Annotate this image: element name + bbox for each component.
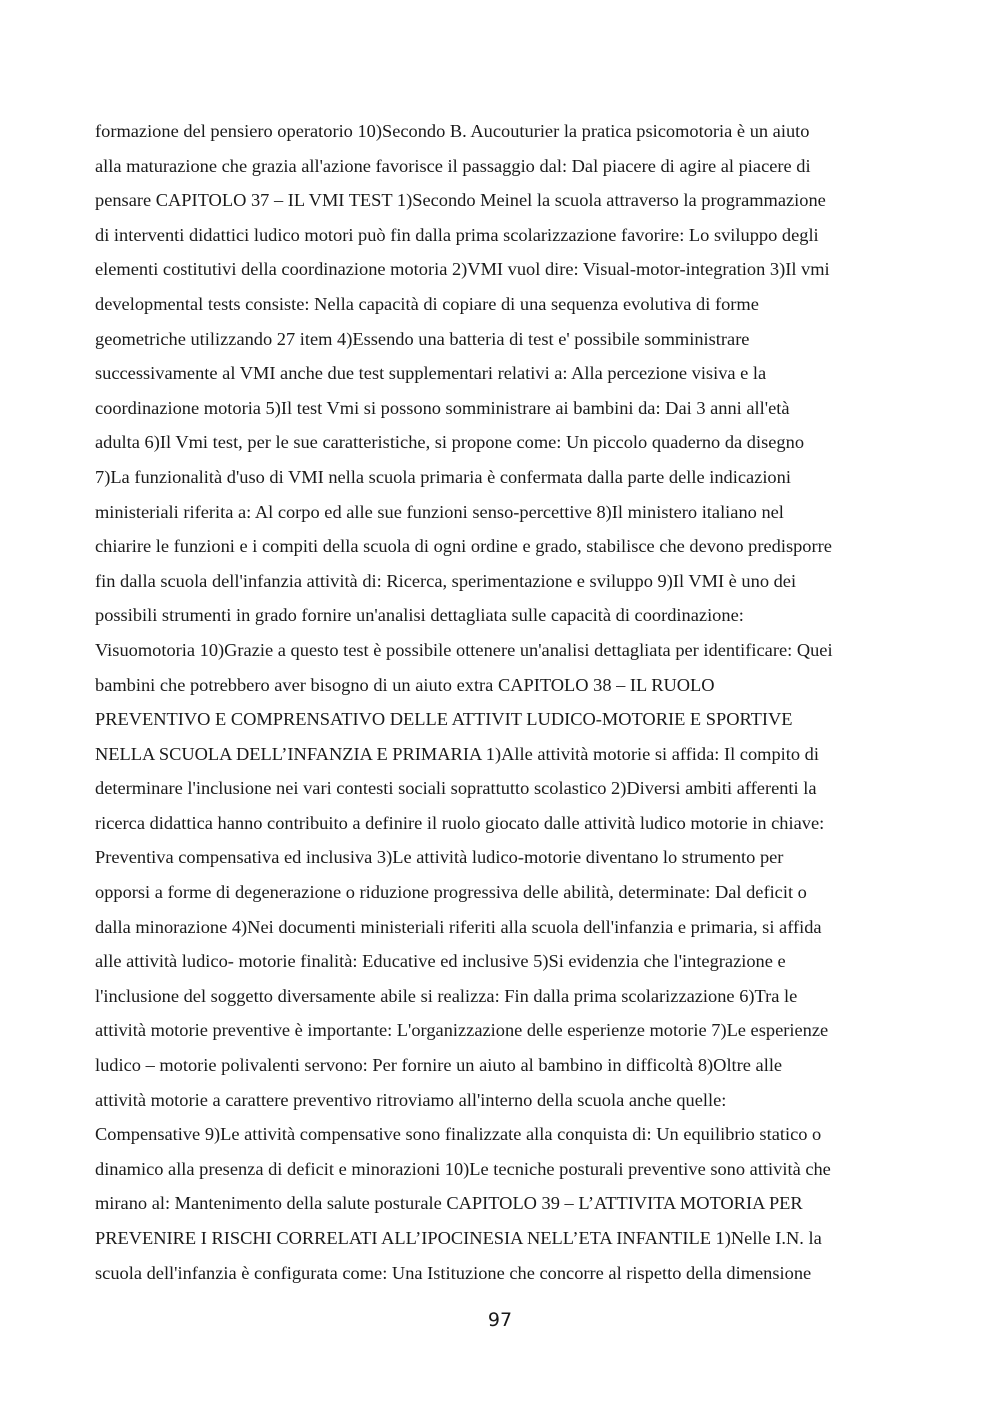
text-line: pensare CAPITOLO 37 – IL VMI TEST 1)Secondo Meinel la scuola attraverso la programmazione — [95, 190, 826, 211]
text-line: dinamico alla presenza di deficit e minorazioni 10)Le tecniche posturali preventive sono attività che — [95, 1158, 831, 1179]
text-line: coordinazione motoria 5)Il test Vmi si possono somministrare ai bambini da: Dai 3 anni all'età — [95, 397, 790, 418]
text-line: fin dalla scuola dell'infanzia attività di: Ricerca, sperimentazione e sviluppo 9)Il VMI è uno dei — [95, 570, 797, 591]
text-line: 7)La funzionalità d'uso di VMI nella scuola primaria è confermata dalla parte delle indicazioni — [95, 466, 791, 487]
text-line: Compensative 9)Le attività compensative sono finalizzate alla conquista di: Un equilibrio statico o — [95, 1124, 822, 1145]
text-line: dalla minorazione 4)Nei documenti ministeriali riferiti alla scuola dell'infanzia e primaria, si affida — [95, 916, 822, 937]
text-line: ludico – motorie polivalenti servono: Per fornire un aiuto al bambino in difficoltà 8)Oltre alle — [95, 1055, 783, 1076]
text-line: geometriche utilizzando 27 item 4)Essendo una batteria di test e' possibile somministrare — [95, 328, 750, 349]
text-line: alla maturazione che grazia all'azione favorisce il passaggio dal: Dal piacere di agire al piacere di — [95, 155, 811, 176]
text-line: determinare l'inclusione nei vari contesti sociali soprattutto scolastico 2)Diversi ambiti afferenti la — [95, 778, 817, 799]
text-line: developmental tests consiste: Nella capacità di copiare di una sequenza evolutiva di forme — [95, 293, 759, 314]
text-line: bambini che potrebbero aver bisogno di un aiuto extra CAPITOLO 38 – IL RUOLO — [95, 674, 715, 695]
text-line: Visuomotoria 10)Grazie a questo test è possibile ottenere un'analisi dettagliata per identificare: Quei — [95, 639, 833, 660]
text-line: NELLA SCUOLA DELL’INFANZIA E PRIMARIA 1)Alle attività motorie si affida: Il compito di — [95, 743, 819, 764]
text-line: PREVENIRE I RISCHI CORRELATI ALL’IPOCINESIA NELL’ETA INFANTILE 1)Nelle I.N. la — [95, 1228, 822, 1248]
text-line: scuola dell'infanzia è configurata come: Una Istituzione che concorre al rispetto della dimensione — [95, 1262, 812, 1283]
text-line: l'inclusione del soggetto diversamente abile si realizza: Fin dalla prima scolarizzazione 6)Tra le — [95, 985, 798, 1006]
text-line: successivamente al VMI anche due test supplementari relativi a: Alla percezione visiva e la — [95, 363, 767, 384]
text-line: chiarire le funzioni e i compiti della scuola di ogni ordine e grado, stabilisce che devono predisporre — [95, 536, 832, 557]
text-line: adulta 6)Il Vmi test, per le sue caratteristiche, si propone come: Un piccolo quaderno da disegno — [95, 432, 805, 453]
text-line: di interventi didattici ludico motori può fin dalla prima scolarizzazione favorire: Lo sviluppo degli — [95, 224, 819, 245]
text-line: elementi costitutivi della coordinazione motoria 2)VMI vuol dire: Visual-motor-integration 3)Il vmi — [95, 259, 830, 280]
text-line: ministeriali riferita a: Al corpo ed alle sue funzioni senso-percettive 8)Il ministero italiano nel — [95, 501, 784, 522]
text-line: mirano al: Mantenimento della salute posturale CAPITOLO 39 – L’ATTIVITA MOTORIA PER — [95, 1193, 803, 1214]
text-line: formazione del pensiero operatorio 10)Secondo B. Aucouturier la pratica psicomotoria è un aiuto — [95, 121, 810, 141]
text-line: alle attività ludico- motorie finalità: Educative ed inclusive 5)Si evidenzia che l'integrazione e — [95, 951, 786, 972]
text-line: opporsi a forme di degenerazione o riduzione progressiva delle abilità, determinate: Dal deficit o — [95, 882, 807, 903]
body-text — [95, 114, 907, 1290]
text-line: attività motorie preventive è importante: L'organizzazione delle esperienze motorie 7)Le esperienze — [95, 1020, 829, 1041]
text-line: possibili strumenti in grado fornire un'analisi dettagliata sulle capacità di coordinazione: — [95, 605, 744, 626]
page-number: 97 — [487, 1309, 513, 1331]
text-line: Preventiva compensativa ed inclusiva 3)Le attività ludico-motorie diventano lo strumento per — [95, 847, 784, 868]
text-line: PREVENTIVO E COMPRENSATIVO DELLE ATTIVIT LUDICO-MOTORIE E SPORTIVE — [95, 709, 793, 730]
text-line: ricerca didattica hanno contribuito a definire il ruolo giocato dalle attività ludico motorie in chiave: — [95, 812, 825, 833]
text-line: attività motorie a carattere preventivo ritroviamo all'interno della scuola anche quelle: — [95, 1089, 727, 1110]
